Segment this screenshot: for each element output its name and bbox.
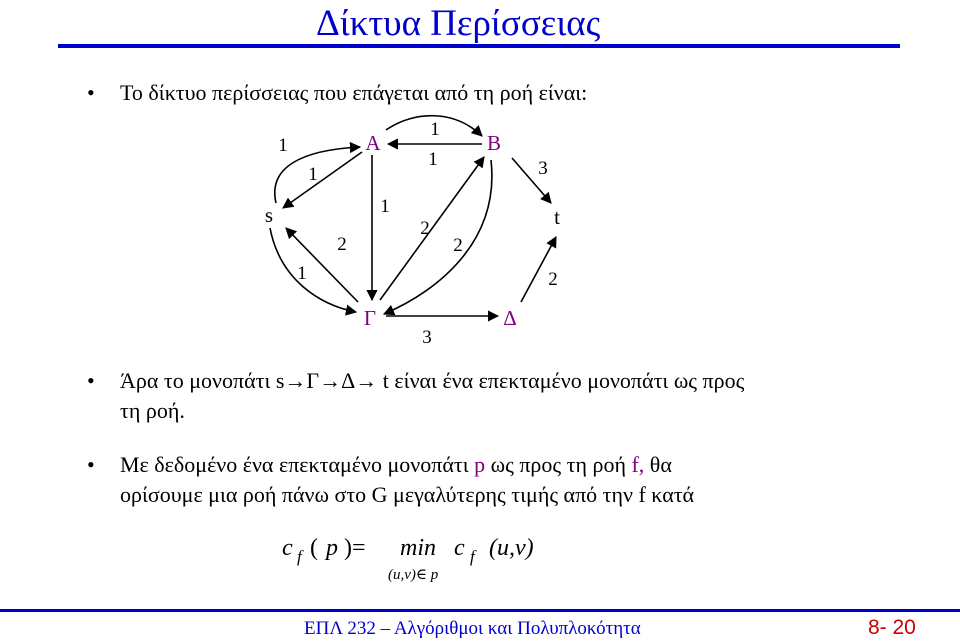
bullet-3-mid: ως προς τη ροή xyxy=(485,452,632,477)
edge-G-B-straight xyxy=(380,157,484,300)
label-G-D: 3 xyxy=(422,327,432,348)
label-s-G-inner: 2 xyxy=(337,234,347,255)
footer-rule xyxy=(0,609,960,612)
label-s-A-top: 1 xyxy=(278,135,288,156)
label-s-G-outer: 1 xyxy=(297,263,307,284)
label-s-A-inner: 1 xyxy=(308,164,318,185)
formula-c: c xyxy=(282,535,293,561)
label-G-B-2: 2 xyxy=(453,235,463,256)
formula-f-sub2: f xyxy=(470,547,475,566)
label-G-B-1: 2 xyxy=(420,218,430,239)
label-A-B-inner: 1 xyxy=(428,149,438,170)
label-D-t: 2 xyxy=(548,269,558,290)
label-A-G: 1 xyxy=(380,196,390,217)
formula-uv: (u,v) xyxy=(489,535,534,561)
bullet-3-line-2: ορίσουμε μια ροή πάνω στο G μεγαλύτερης τιμής από την f κατά xyxy=(120,482,695,507)
flow-f: f, xyxy=(631,452,645,477)
bullet-3 xyxy=(87,450,695,510)
label-A-B-top: 1 xyxy=(430,119,440,140)
formula-close-eq: )= xyxy=(344,535,366,561)
bullet-2-line-1: Άρα το μονοπάτι s→Γ→Δ→ t είναι ένα επεκταμένο μονοπάτι ως προς xyxy=(120,368,745,393)
formula-c2: c xyxy=(454,535,465,561)
path-p: p xyxy=(474,452,486,477)
node-D: Δ xyxy=(503,306,517,330)
node-G: Γ xyxy=(363,306,377,330)
bullet-1-text: Το δίκτυο περίσσειας που επάγεται από τη ροή είναι: xyxy=(120,80,588,105)
formula-p: p xyxy=(326,535,338,561)
bullet-3-post: θα xyxy=(644,452,672,477)
node-s: s xyxy=(264,203,274,227)
formula-open: ( xyxy=(310,535,318,561)
bullet-2-line-2: τη ροή. xyxy=(120,398,185,423)
bullet-dot: • xyxy=(87,368,95,393)
bullet-dot: • xyxy=(87,80,95,105)
node-t: t xyxy=(554,205,560,229)
capacity-formula xyxy=(282,535,602,595)
node-B: Β xyxy=(486,131,502,155)
bullet-3-pre: Με δεδομένο ένα επεκταμένο μονοπάτι xyxy=(120,452,475,477)
footer-course: ΕΠΛ 232 – Αλγόριθμοι και Πολυπλοκότητα xyxy=(304,618,641,639)
label-B-t: 3 xyxy=(538,158,548,179)
node-A: Α xyxy=(365,131,381,155)
edge-B-G-curve xyxy=(384,160,492,314)
slide-title: Δίκτυα Περίσσειας xyxy=(316,3,601,44)
bullet-3-line-1 xyxy=(120,450,694,480)
formula-min: min xyxy=(400,535,436,561)
page-number: 8- 20 xyxy=(868,616,916,639)
edge-A-s-inner xyxy=(283,152,362,208)
formula-under: (u,v)∈ p xyxy=(388,567,439,583)
bullet-dot: • xyxy=(87,452,95,477)
formula-f-sub: f xyxy=(297,547,302,566)
bullet-2 xyxy=(87,366,745,426)
